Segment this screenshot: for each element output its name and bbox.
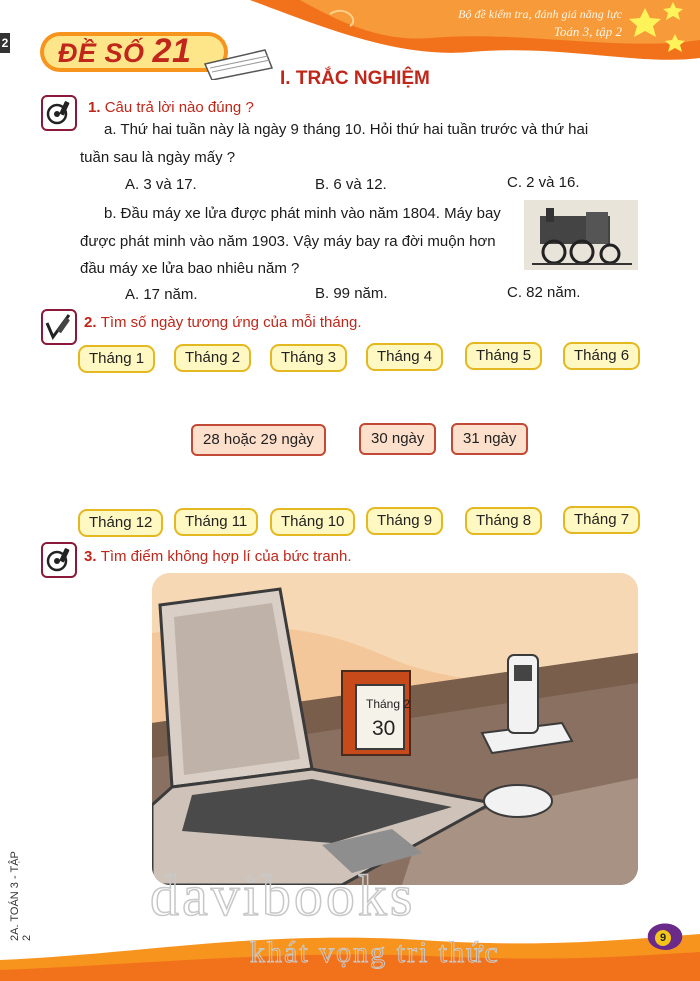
q1a-line2: tuần sau là ngày mấy ? [80, 149, 236, 166]
q1b-option-b[interactable]: B. 99 năm. [315, 285, 388, 302]
calendar-day-number: 30 [372, 717, 396, 740]
days-card-31[interactable]: 31 ngày [451, 423, 528, 455]
test-title [58, 32, 191, 71]
month-card-12[interactable]: Tháng 12 [78, 509, 163, 537]
q1b-option-c[interactable]: C. 82 năm. [507, 284, 581, 301]
watermark-brand: davibooks [150, 863, 416, 928]
days-card-30[interactable]: 30 ngày [359, 423, 436, 455]
q1a-line1: a. Thứ hai tuần này là ngày 9 tháng 10. Hỏi thứ hai tuần trước và thứ hai [104, 121, 589, 138]
test-number: 21 [152, 32, 192, 70]
question-2-icon [41, 309, 77, 345]
series-line-2: Toán 3, tập 2 [553, 24, 622, 39]
question-2-title [84, 314, 362, 331]
side-footer-text: 2A. TOÁN 3 - TẬP 2 [9, 851, 33, 941]
question-1-icon [41, 95, 77, 131]
page-number: 9 [655, 930, 671, 946]
desk-picture [152, 573, 638, 885]
calendar-month-label: Tháng 2 [366, 697, 411, 711]
q1b-line3: đầu máy xe lửa bao nhiêu năm ? [80, 260, 300, 277]
locomotive-illustration [524, 200, 638, 270]
month-card-11[interactable]: Tháng 11 [174, 508, 258, 536]
question-1-text: Câu trả lời nào đúng ? [104, 99, 254, 116]
days-card-28-29[interactable]: 28 hoặc 29 ngày [191, 424, 326, 456]
q1b-line2: được phát minh vào năm 1903. Vậy máy bay ra đời muộn hơn [80, 233, 496, 250]
page-tag: 2 [0, 33, 10, 53]
q1b-option-a[interactable]: A. 17 năm. [125, 286, 198, 303]
month-card-9[interactable]: Tháng 9 [366, 507, 443, 535]
book-series-title [458, 6, 622, 40]
month-card-3[interactable]: Tháng 3 [270, 344, 347, 372]
month-card-4[interactable]: Tháng 4 [366, 343, 443, 371]
month-card-10[interactable]: Tháng 10 [270, 508, 355, 536]
series-line-1: Bộ đề kiểm tra, đánh giá năng lực [458, 7, 622, 21]
month-card-6[interactable]: Tháng 6 [563, 342, 640, 370]
q1b-line1: b. Đầu máy xe lửa được phát minh vào năm 1804. Máy bay [104, 205, 501, 222]
question-1-title [88, 99, 254, 116]
question-3-icon [41, 542, 77, 578]
test-label: ĐỀ SỐ [58, 38, 145, 68]
question-3-text: Tìm điểm không hợp lí của bức tranh. [100, 548, 352, 565]
q1a-option-c[interactable]: C. 2 và 16. [507, 174, 580, 191]
watermark-slogan: khát vọng tri thức [250, 936, 500, 969]
question-2-text: Tìm số ngày tương ứng của mỗi tháng. [100, 314, 362, 331]
month-card-1[interactable]: Tháng 1 [78, 345, 155, 373]
q1a-option-b[interactable]: B. 6 và 12. [315, 176, 387, 193]
month-card-8[interactable]: Tháng 8 [465, 507, 542, 535]
month-card-7[interactable]: Tháng 7 [563, 506, 640, 534]
q1a-option-a[interactable]: A. 3 và 17. [125, 176, 197, 193]
question-3-number: 3. [84, 548, 97, 565]
month-card-2[interactable]: Tháng 2 [174, 344, 251, 372]
question-2-number: 2. [84, 314, 97, 331]
section-title: I. TRẮC NGHIỆM [280, 68, 430, 89]
month-card-5[interactable]: Tháng 5 [465, 342, 542, 370]
question-1-number: 1. [88, 99, 101, 116]
question-3-title [84, 548, 352, 565]
